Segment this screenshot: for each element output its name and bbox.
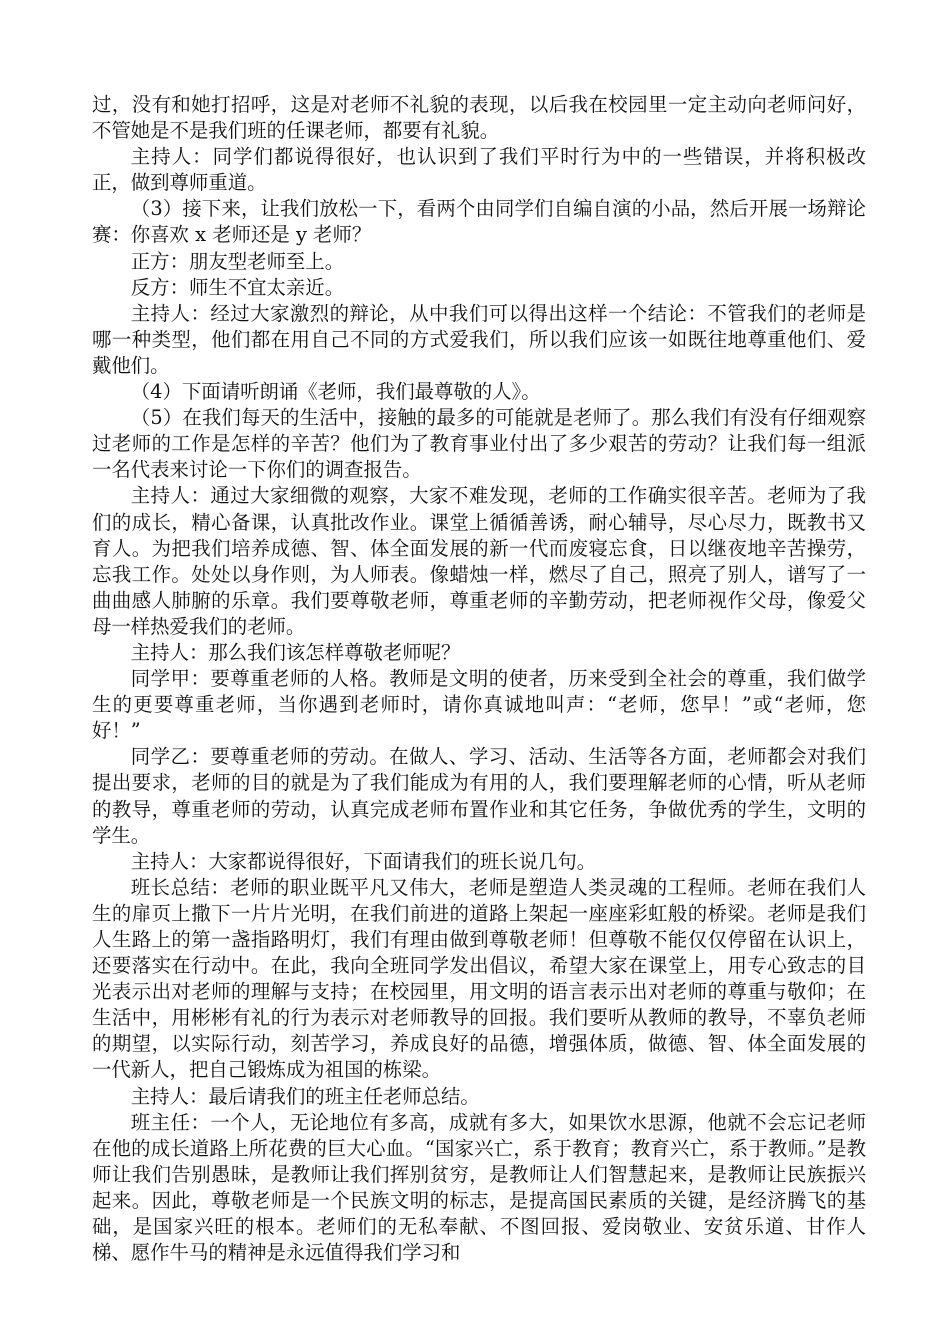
paragraph-host-question: 主持人：那么我们该怎样尊敬老师呢？ (130, 640, 461, 664)
paragraph-step-3: （3）接下来，让我们放松一下，看两个由同学们自编自演的小品，然后开展一场辩论赛：你喜欢 x 老师还是 y 老师？ (92, 197, 866, 247)
paragraph-negative: 反方：师生不宜太亲近。 (130, 275, 345, 299)
paragraph-student-b: 同学乙：要尊重老师的劳动。在做人、学习、活动、生活等各方面，老师都会对我们提出要求，老师的目的就是为了我们能成为有用的人，我们要理解老师的心情，听从老师的教导，尊重老师的劳动，认真完成老师布置作业和其它任务，争做优秀的学生，文明的学生。 (92, 745, 866, 847)
paragraph-host-observation: 主持人：通过大家细微的观察，大家不难发现，老师的工作确实很辛苦。老师为了我们的成长，精心备课，认真批改作业。课堂上循循善诱，耐心辅导，尽心尽力，既教书又育人。为把我们培养成德、智、体全面发展的新一代而废寝忘食，日以继夜地辛苦操劳，忘我工作。处处以身作则，为人师表。像蜡烛一样，燃尽了自己，照亮了别人，谱写了一曲曲感人肺腑的乐章。我们要尊敬老师，尊重老师的辛勤劳动，把老师视作父母，像爱父母一样热爱我们的老师。 (92, 484, 866, 638)
document-page (92, 92, 866, 1266)
paragraph-head-teacher: 班主任：一个人，无论地位有多高，成就有多大，如果饮水思源，他就不会忘记老师在他的成长道路上所花费的巨大心血。“国家兴亡，系于教育；教育兴亡，系于教师。”是教师让我们告别愚昧，是教师让我们挥别贫穷，是教师让人们智慧起来，是教师让民族振兴起来。因此，尊敬老师是一个民族文明的标志，是提高国民素质的关键，是经济腾飞的基础，是国家兴旺的根本。老师们的无私奉献、不图回报、爱岗敬业、安贫乐道、甘作人梯、愿作牛马的精神是永远值得我们学习和 (92, 1110, 866, 1265)
paragraph-host-remark: 主持人：同学们都说得很好，也认识到了我们平时行为中的一些错误，并将积极改正，做到尊师重道。 (92, 145, 866, 195)
paragraph-student-a: 同学甲：要尊重老师的人格。教师是文明的使者，历来受到全社会的尊重，我们做学生的更要尊重老师，当你遇到老师时，请你真诚地叫声：“老师，您早！”或“老师，您好！” (92, 667, 866, 743)
paragraph-host-monitor-intro: 主持人：大家都说得很好，下面请我们的班长说几句。 (130, 849, 597, 873)
paragraph-host-teacher-intro: 主持人：最后请我们的班主任老师总结。 (130, 1084, 480, 1108)
paragraph-step-5: （5）在我们每天的生活中，接触的最多的可能就是老师了。那么我们有没有仔细观察过老师的工作是怎样的辛苦？他们为了教育事业付出了多少艰苦的劳动？让我们每一组派一名代表来讨论一下你们的调查报告。 (92, 406, 866, 482)
paragraph-step-4: （4）下面请听朗诵《老师，我们最尊敬的人》。 (130, 380, 541, 404)
paragraph-continued: 过，没有和她打招呼，这是对老师不礼貌的表现，以后我在校园里一定主动向老师问好，不管她是不是我们班的任课老师，都要有礼貌。 (92, 93, 866, 143)
paragraph-affirmative: 正方：朋友型老师至上。 (130, 249, 345, 273)
paragraph-monitor-summary: 班长总结：老师的职业既平凡又伟大，老师是塑造人类灵魂的工程师。老师在我们人生的扉页上撒下一片片光明，在我们前进的道路上架起一座座彩虹般的桥梁。老师是我们人生路上的第一盏指路明灯，我们有理由做到尊敬老师！但尊敬不能仅仅停留在认识上，还要落实在行动中。在此，我向全班同学发出倡议，希望大家在课堂上，用专心致志的目光表示出对老师的理解与支持；在校园里，用文明的语言表示出对老师的尊重与敬仰；在生活中，用彬彬有礼的行为表示对老师教导的回报。我们要听从教师的教导，不辜负老师的期望，以实际行动，刻苦学习，养成良好的品德，增强体质，做德、智、体全面发展的一代新人，把自己锻炼成为祖国的栋梁。 (92, 875, 866, 1082)
paragraph-host-conclusion: 主持人：经过大家激烈的辩论，从中我们可以得出这样一个结论：不管我们的老师是哪一种类型，他们都在用自己不同的方式爱我们，所以我们应该一如既往地尊重他们、爱戴他们。 (92, 301, 866, 377)
